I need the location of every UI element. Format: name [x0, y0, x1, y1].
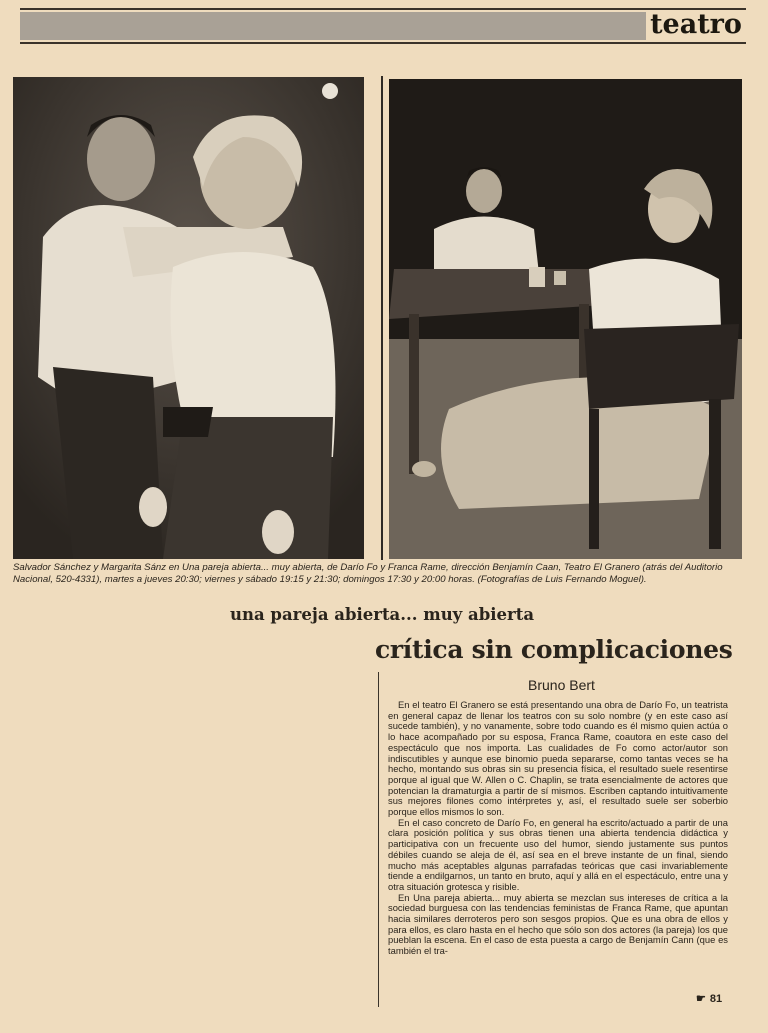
photo-left [13, 77, 364, 559]
page-number [696, 992, 736, 1005]
header-rule-top [20, 8, 746, 10]
photo-divider [381, 76, 383, 560]
section-title: teatro [650, 9, 742, 40]
photo-caption: Salvador Sánchez y Margarita Sánz en Una pareja abierta... muy abierta, de Darío Fo y Franca Rame, dirección Benjamín Caan, Teatro El Granero (atrás del Auditorio Nacional, 520-4331), martes a jueves 20:30; viernes y sábado 19:15 y 21:30; domingos 17:30 y 20:00 horas. (Fotografías de Luis Fernando Moguel). [13, 562, 723, 585]
column-rule [378, 672, 379, 1007]
header-bar [20, 12, 646, 40]
article-paragraph: En el teatro El Granero se está presentando una obra de Darío Fo, un teatrista en general capaz de llenar los teatros con su solo nombre (y en este caso así sucede también), y no vanamente, sobre todo cuando es él mismo quien actúa o lo hace acompañado por su esposa, Franca Rame, coautora en este caso del espectáculo que nos importa. Las cualidades de Fo como actor/autor son indiscutibles y aunque ese binomio pueda separarse, como tantas veces se ha hecho, montando sus obras sin su presencia física, el resultado suele resentirse porque al igual que W. Allen o C. Chaplin, se trata esencialmente de actores que potencian la dramaturgia a partir de sí mismos. Escriben captando intuitivamente sus mejores filones como intérpretes y, así, el resultado suele ser soberbio porque ellos mismos lo son. [388, 699, 728, 818]
article-paragraph: En el caso concreto de Darío Fo, en general ha escrito/actuado a partir de una clara posición política y sus obras tienen una abierta tendencia didáctica y participativa con un frecuente uso del humor, siendo justamente sus puntos débiles cuando se aleja de él, así sea en el breve instante de un final, siendo mucho más aceptables algunas parrafadas teóricas que casi invariablemente tiende a endilgarnos, un tanto en bruto, aquí y allá en el espectáculo, entre una y otra situación grotesca y risible. [388, 816, 728, 892]
article-body [388, 700, 728, 957]
page-number-value: 81 [709, 993, 723, 1005]
article-headline: crítica sin complicaciones [375, 635, 733, 664]
pointing-hand-icon: ☛ [696, 993, 706, 1005]
article-paragraph: En Una pareja abierta... muy abierta se mezclan sus intereses de crítica a la sociedad burguesa con las tendencias feministas de Franca Rame, que apuntan hacia similares derroteros pero son sesgos propios. Que es una obra de ellos y para ellos, es claro hasta en el hecho que sólo son dos actores (la pareja) los que pueblan la escena. En el caso de esta puesta a cargo de Benjamín Cann (que es también el tra- [388, 891, 728, 957]
article-byline: Bruno Bert [528, 677, 595, 693]
article-kicker: una pareja abierta... muy abierta [230, 605, 535, 624]
header-rule-bottom [20, 42, 746, 44]
photo-right [389, 79, 742, 559]
